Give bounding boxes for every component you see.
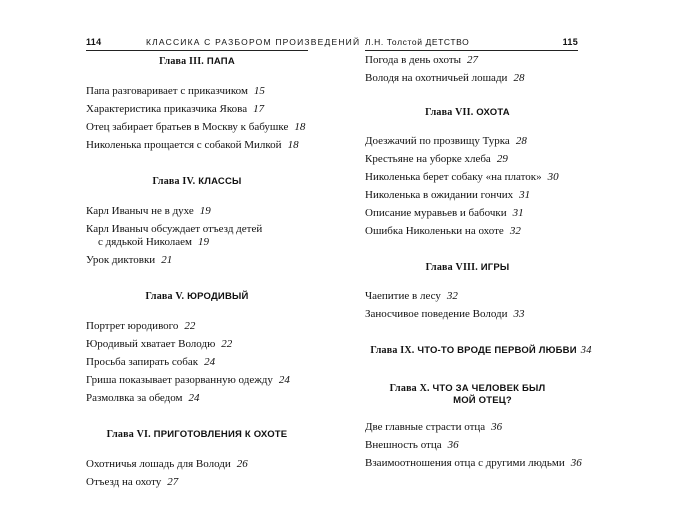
entry-page: 31 xyxy=(512,207,524,219)
entry-page: 21 xyxy=(161,254,173,266)
entry-page: 26 xyxy=(236,458,248,470)
toc-entry: Погода в день охоты 27 xyxy=(365,54,479,66)
chapter-number: Глава VI. xyxy=(106,429,151,440)
chapter-title: ИГРЫ xyxy=(480,262,510,273)
toc-entry: Володя на охотничьей лошади 28 xyxy=(365,72,525,84)
entry-page: 29 xyxy=(496,153,508,165)
toc-entry: Урок диктовки 21 xyxy=(86,254,173,266)
toc-entry: Карл Иваныч не в духе 19 xyxy=(86,205,211,217)
toc-entry: Описание муравьев и бабочки 31 xyxy=(365,207,524,219)
toc-body xyxy=(365,54,595,475)
toc-entry: Николенька берет собаку «на платок» 30 xyxy=(365,171,559,183)
entry-page: 32 xyxy=(446,290,458,302)
chapter-title: ЧТО ЗА ЧЕЛОВЕК БЫЛ xyxy=(432,383,546,394)
running-header xyxy=(365,36,578,51)
entry-page: 22 xyxy=(221,338,233,350)
running-title: Л.Н. Толстой ДЕТСТВО xyxy=(365,37,470,47)
entry-page: 17 xyxy=(253,103,265,115)
entry-page: 36 xyxy=(447,439,459,451)
toc-entry: Папа разговаривает с приказчиком 15 xyxy=(86,85,265,97)
toc-entry: Карл Иваныч обсуждает отъезд детей с дядькой Николаем 19 xyxy=(86,223,263,248)
chapter-number: Глава IX. xyxy=(370,345,415,356)
entry-page: 19 xyxy=(199,205,211,217)
toc-entry: Доезжачий по прозвищу Турка 28 xyxy=(365,135,527,147)
chapter-heading xyxy=(86,56,308,68)
entry-page: 24 xyxy=(188,392,200,404)
toc-entry: Юродивый хватает Володю 22 xyxy=(86,338,233,350)
chapter-title: ПАПА xyxy=(206,56,235,67)
entry-page: 30 xyxy=(547,171,559,183)
entry-page: 24 xyxy=(204,356,216,368)
chapter-number: Глава IV. xyxy=(152,176,196,187)
toc-entry: Ошибка Николеньки на охоте 32 xyxy=(365,225,521,237)
toc-entry: Николенька в ожидании гончих 31 xyxy=(365,189,531,201)
toc-entry: Отец забирает братьев в Москву к бабушке 18 xyxy=(86,121,306,133)
entry-page: 28 xyxy=(515,135,527,147)
entry-page: 27 xyxy=(467,54,479,66)
toc-entry: Взаимоотношения отца с другими людьми 36 xyxy=(365,457,582,469)
entry-page: 18 xyxy=(294,121,306,133)
entry-page: 36 xyxy=(570,457,582,469)
toc-entry: Размолвка за обедом 24 xyxy=(86,392,200,404)
chapter-number: Глава III. xyxy=(159,56,204,67)
chapter-title: ЧТО-ТО ВРОДЕ ПЕРВОЙ ЛЮБВИ xyxy=(417,345,577,356)
entry-page: 31 xyxy=(519,189,531,201)
chapter-heading xyxy=(86,291,308,303)
toc-entry: Портрет юродивого 22 xyxy=(86,320,196,332)
toc-entry: Крестьяне на уборке хлеба 29 xyxy=(365,153,508,165)
chapter-page: 34 xyxy=(580,345,592,356)
toc-entry: Чаепитие в лесу 32 xyxy=(365,290,458,302)
chapter-heading xyxy=(365,262,570,274)
entry-page: 33 xyxy=(513,308,525,320)
chapter-heading xyxy=(365,383,570,407)
toc-entry: Отъезд на охоту 27 xyxy=(86,476,179,488)
chapter-heading xyxy=(86,176,308,188)
right-page xyxy=(337,0,674,523)
entry-page: 18 xyxy=(287,139,299,151)
entry-page: 22 xyxy=(184,320,196,332)
toc-entry: Две главные страсти отца 36 xyxy=(365,421,503,433)
toc-entry: Гриша показывает разорванную одежду 24 xyxy=(86,374,290,386)
chapter-heading xyxy=(365,345,597,357)
toc-entry: Внешность отца 36 xyxy=(365,439,459,451)
chapter-number: Глава X. xyxy=(389,383,430,394)
entry-page: 19 xyxy=(198,236,210,248)
entry-page: 32 xyxy=(509,225,521,237)
chapter-title: КЛАССЫ xyxy=(198,176,242,187)
running-title: КЛАССИКА С РАЗБОРОМ ПРОИЗВЕДЕНИЙ xyxy=(146,37,361,47)
entry-page: 27 xyxy=(167,476,179,488)
chapter-number: Глава VIII. xyxy=(425,262,478,273)
chapter-title-line2: МОЙ ОТЕЦ? xyxy=(453,395,512,406)
page-number: 115 xyxy=(562,37,578,47)
entry-page: 24 xyxy=(278,374,290,386)
toc-entry: Николенька прощается с собакой Милкой 18 xyxy=(86,139,299,151)
toc-entry: Просьба запирать собак 24 xyxy=(86,356,216,368)
toc-entry: Охотничья лошадь для Володи 26 xyxy=(86,458,248,470)
chapter-heading xyxy=(365,107,570,119)
chapter-title: ОХОТА xyxy=(476,107,510,118)
chapter-title: ПРИГОТОВЛЕНИЯ К ОХОТЕ xyxy=(153,429,288,440)
chapter-heading xyxy=(86,429,308,441)
entry-page: 36 xyxy=(491,421,503,433)
chapter-title: ЮРОДИВЫЙ xyxy=(187,291,249,302)
toc-entry: Заносчивое поведение Володи 33 xyxy=(365,308,525,320)
page-number: 114 xyxy=(86,37,102,47)
toc-body xyxy=(86,54,308,494)
toc-entry: Характеристика приказчика Якова 17 xyxy=(86,103,265,115)
entry-page: 28 xyxy=(513,72,525,84)
running-header xyxy=(86,36,361,51)
chapter-number: Глава VII. xyxy=(425,107,474,118)
chapter-number: Глава V. xyxy=(145,291,185,302)
entry-page: 15 xyxy=(253,85,265,97)
